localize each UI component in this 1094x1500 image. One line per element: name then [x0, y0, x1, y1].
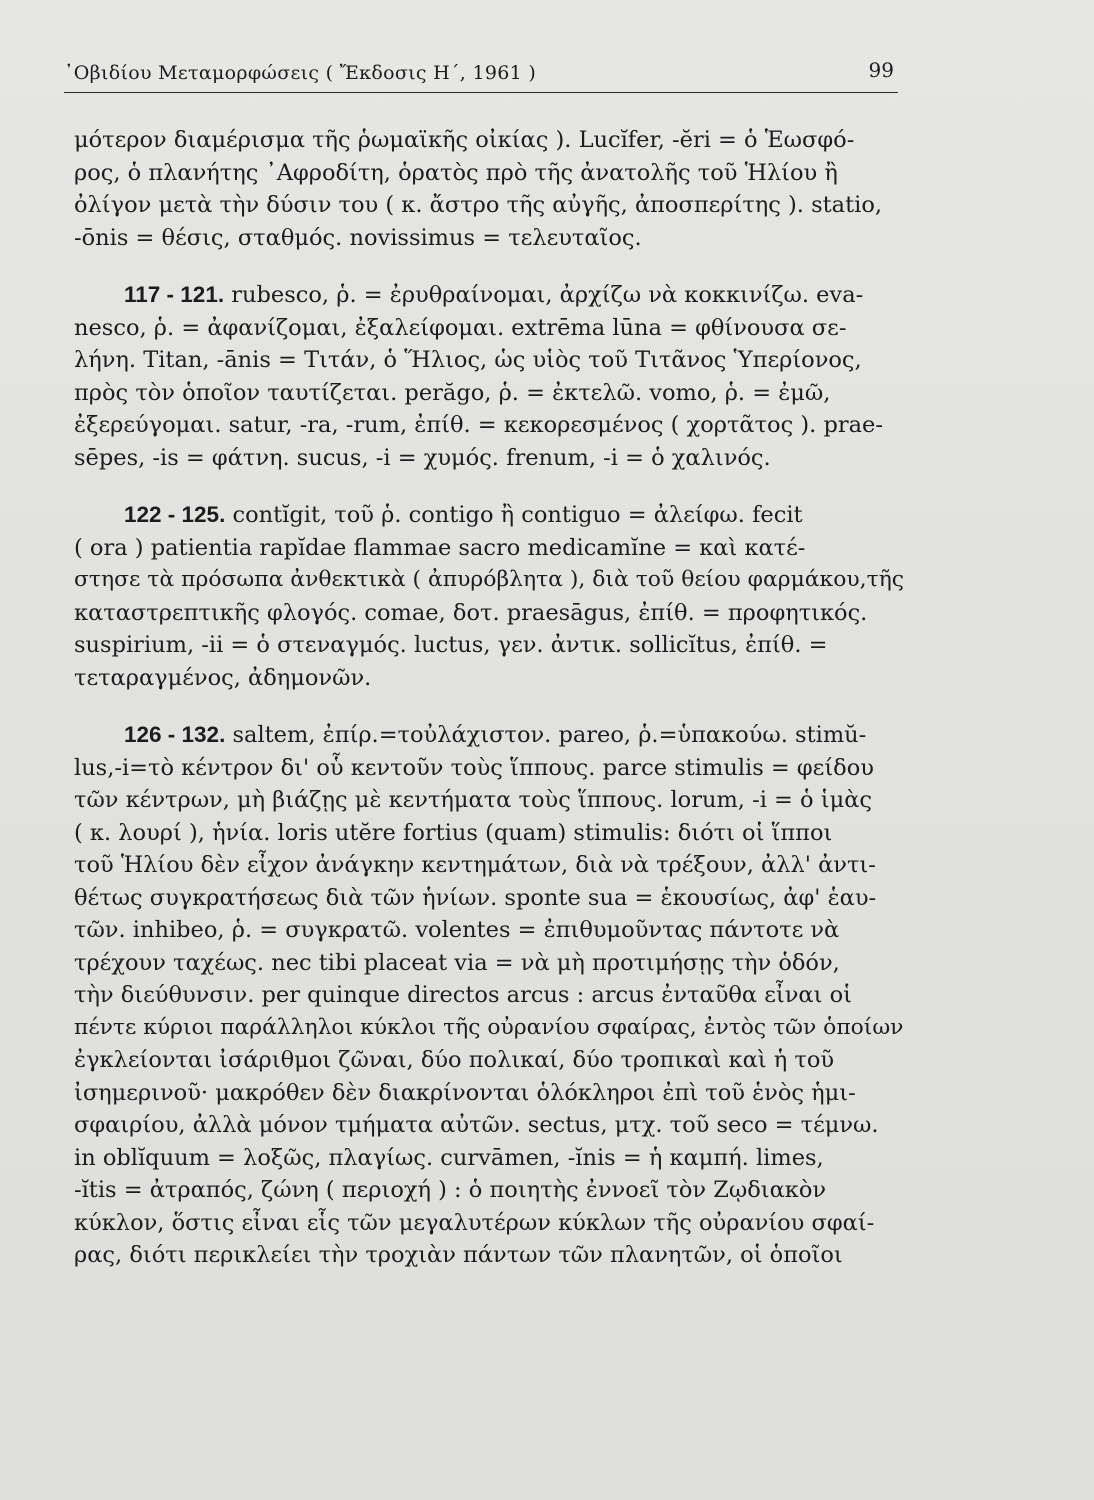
text-line	[74, 499, 908, 532]
text-line: ἰσημερινοῦ· μακρόθεν δὲν διακρίνονται ὁλόκληροι ἐπὶ τοῦ ἑνὸς ἡμι-	[74, 1079, 856, 1106]
paragraph-117-121	[74, 279, 908, 474]
paragraph-continuation	[74, 124, 908, 254]
paragraph-122-125	[74, 499, 908, 694]
verse-range: 126 - 132.	[124, 722, 226, 747]
text-line-content: contĭgit, τοῦ ῥ. contigo ἢ contiguo = ἀλείφω. fecit	[232, 502, 803, 528]
text-line: lus,-i=τὸ κέντρον δι' οὗ κεντοῦν τοὺς ἵππους. parce stimulis = φείδου	[74, 754, 874, 781]
text-line: nesco, ῥ. = ἀφανίζομαι, ἐξαλείφομαι. extrēma lūna = φθίνουσα σε-	[74, 314, 847, 341]
verse-range: 122 - 125.	[124, 502, 226, 527]
text-line: κύκλον, ὅστις εἶναι εἷς τῶν μεγαλυτέρων κύκλων τῆς οὐρανίου σφαί-	[74, 1209, 875, 1236]
body-text	[74, 124, 908, 1272]
text-line-content: rubesco, ῥ. = ἐρυθραίνομαι, ἀρχίζω νὰ κοκκινίζω. eva-	[231, 282, 864, 308]
text-line: ( κ. λουρί ), ἡνία. loris utĕre fortius (quam) stimulis: διότι οἱ ἵπποι	[74, 819, 833, 846]
text-line: πρὸς τὸν ὁποῖον ταυτίζεται. perăgo, ῥ. = ἐκτελῶ. vomo, ῥ. = ἐμῶ,	[74, 379, 831, 406]
text-line: τρέχουν ταχέως. nec tibi placeat via = νὰ μὴ προτιμήσῃς τὴν ὁδόν,	[74, 949, 840, 976]
text-line: καταστρεπτικῆς φλογός. comae, δοτ. praesāgus, ἐπίθ. = προφητικός.	[74, 599, 868, 626]
text-line	[74, 279, 908, 312]
text-line: ρας, διότι περικλείει τὴν τροχιὰν πάντων τῶν πλανητῶν, οἱ ὁποῖοι	[74, 1242, 843, 1268]
text-line: τὴν διεύθυνσιν. per quinque directos arcus : arcus ἐνταῦθα εἶναι οἱ	[74, 982, 852, 1008]
text-line: ὀλίγον μετὰ τὴν δύσιν του ( κ. ἄστρο τῆς αὐγῆς, ἀποσπερίτης ). statio,	[74, 192, 883, 218]
text-line: ρος, ὁ πλανήτης ᾿Αφροδίτη, ὁρατὸς πρὸ τῆς ἀνατολῆς τοῦ Ἡλίου ἢ	[74, 159, 838, 186]
text-line: λήνη. Titan, -ānis = Τιτάν, ὁ Ἥλιος, ὡς υἱὸς τοῦ Τιτᾶνος Ὑπερίονος,	[74, 347, 862, 373]
verse-range: 117 - 121.	[124, 282, 225, 307]
text-line: sēpes, -is = φάτνη. sucus, -i = χυμός. frenum, -i = ὁ χαλινός.	[74, 444, 771, 471]
text-line: in oblĭquum = λοξῶς, πλαγίως. curvāmen, -ĭnis = ἡ καμπή. limes,	[74, 1144, 824, 1171]
text-line: πέντε κύριοι παράλληλοι κύκλοι τῆς οὐρανίου σφαίρας, ἐντὸς τῶν ὁποίων	[74, 1014, 904, 1040]
text-line: τῶν. inhibeo, ῥ. = συγκρατῶ. volentes = ἐπιθυμοῦντας πάντοτε νὰ	[74, 917, 840, 943]
text-line: στησε τὰ πρόσωπα ἀνθεκτικὰ ( ἀπυρόβλητα ), διὰ τοῦ θείου φαρμάκου,τῆς	[74, 567, 905, 592]
header-title: ᾿Οβιδίου Μεταμορφώσεις ( Ἔκδοσις Η΄, 1961 )	[64, 62, 537, 84]
running-header	[64, 58, 898, 93]
text-line: -ōnis = θέσις, σταθμός. novissimus = τελευταῖος.	[74, 224, 642, 251]
text-line: ἐγκλείονται ἰσάριθμοι ζῶναι, δύο πολικαί, δύο τροπικαὶ καὶ ἡ τοῦ	[74, 1047, 835, 1073]
text-line: ( ora ) patientia rapĭdae flammae sacro medicamĭne = καὶ κατέ-	[74, 534, 806, 561]
text-line: -ĭtis = ἀτραπός, ζώνη ( περιοχή ) : ὁ ποιητὴς ἐννοεῖ τὸν Ζῳδιακὸν	[74, 1177, 827, 1203]
text-line: σφαιρίου, ἀλλὰ μόνον τμήματα αὐτῶν. sectus, μτχ. τοῦ seco = τέμνω.	[74, 1112, 879, 1138]
text-line: τεταραγμένος, ἀδημονῶν.	[74, 664, 372, 691]
text-line: τοῦ Ἡλίου δὲν εἶχον ἀνάγκην κεντημάτων, διὰ νὰ τρέξουν, ἀλλ' ἀντι-	[74, 852, 876, 878]
page-number: 99	[868, 58, 894, 82]
text-line: τῶν κέντρων, μὴ βιάζῃς μὲ κεντήματα τοὺς ἵππους. lorum, -i = ὁ ἱμὰς	[74, 787, 872, 813]
text-line: ἐξερεύγομαι. satur, -ra, -rum, ἐπίθ. = κεκορεσμένος ( χορτᾶτος ). prae-	[74, 412, 883, 438]
text-line: θέτως συγκρατήσεως διὰ τῶν ἡνίων. sponte sua = ἑκουσίως, ἀφ' ἑαυ-	[74, 884, 877, 911]
text-line	[74, 719, 908, 752]
text-line-content: saltem, ἐπίρ.=τοὐλάχιστον. pareo, ῥ.=ὑπακούω. stimŭ-	[232, 722, 867, 748]
text-line: suspirium, -ii = ὁ στεναγμός. luctus, γεν. ἀντικ. sollicĭtus, ἐπίθ. =	[74, 632, 828, 658]
paragraph-126-132	[74, 719, 908, 1272]
text-line: μότερον διαμέρισμα τῆς ῥωμαϊκῆς οἰκίας ). Lucĭfer, -ĕri = ὁ Ἑωσφό-	[74, 127, 855, 153]
